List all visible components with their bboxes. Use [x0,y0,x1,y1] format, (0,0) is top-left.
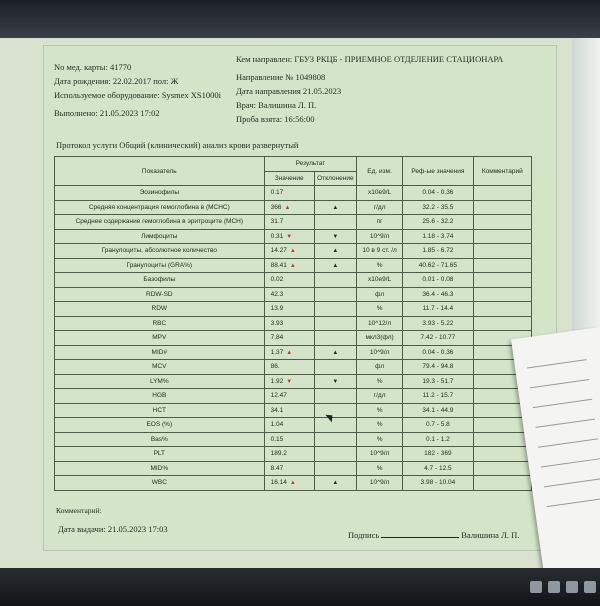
paper-line [533,399,593,408]
deviation-icon: ▲ [332,262,339,269]
table-row [55,258,532,273]
comment-cell [473,432,531,447]
result-value [264,345,314,360]
table-row [55,360,532,375]
deviation-icon: ▲ [332,248,339,255]
reference-cell: 3.98 - 10.04 [403,476,474,491]
unit-cell: x10e9/L [357,273,403,288]
value-number: 12.47 [270,392,287,400]
referral-info [236,54,546,128]
result-value [264,287,314,302]
deviation-icon: ▲ [332,480,339,487]
deviation-cell [314,461,356,476]
deviation-cell [314,374,356,389]
paper-line [527,359,587,368]
reference-cell: 11.2 - 15.7 [403,389,474,404]
value-number: 7.84 [270,334,284,342]
value-number: 1.37 [270,348,284,356]
value-number: 16.14 [270,479,287,487]
reference-cell: 0.04 - 0.36 [403,186,474,201]
paper-line [544,478,600,487]
result-value [264,215,314,230]
indicator-name: Средняя концентрация гемоглобина в (MCHC) [55,200,265,215]
deviation-cell [314,302,356,317]
table-row [55,215,532,230]
reference-cell: 4.7 - 12.5 [403,461,474,476]
unit-cell: фл [357,360,403,375]
table-row [55,389,532,404]
done-date: Выполнено: 21.05.2023 17:02 [54,108,160,118]
deviation-cell [314,403,356,418]
deviation-icon: ▲ [332,349,339,356]
indicator-name: RDW [55,302,265,317]
unit-cell: 10^9/л [357,229,403,244]
tray-icon[interactable] [548,581,560,593]
paper-line [530,379,590,388]
results-body [55,186,532,491]
indicator-name: HGB [55,389,265,404]
deviation-cell [314,200,356,215]
indicator-name: LYM% [55,374,265,389]
tray-icon[interactable] [584,581,596,593]
deviation-cell [314,389,356,404]
doctor: Врач: Валишина Л. П. [236,100,317,110]
table-row [55,287,532,302]
value-number: 0.15 [270,435,284,443]
deviation-cell [314,360,356,375]
value-number: 3.93 [270,319,284,327]
value-number: 366 [270,203,282,211]
value-number: 0.17 [270,189,284,197]
paper-line [541,458,600,467]
deviation-icon: ▲ [332,204,339,211]
system-tray [446,576,596,598]
reference-cell: 40.62 - 71.65 [403,258,474,273]
value-number: 14.27 [270,247,287,255]
protocol-title: Протокол услуги Общий (клинический) анализ крови развернутый [56,140,299,150]
indicator-name: MID% [55,461,265,476]
table-row [55,302,532,317]
comment-cell [473,186,531,201]
lab-report-document [44,46,556,550]
reference-cell: 7.42 - 10.77 [403,331,474,346]
monitor-bezel-top [0,0,600,38]
table-row [55,244,532,259]
paper-line [535,419,595,428]
deviation-cell [314,258,356,273]
unit-cell: 10^12/л [357,316,403,331]
unit-cell: мкл3(фл) [357,331,403,346]
value-number: 86. [270,363,280,371]
indicator-name: MPV [55,331,265,346]
value-number: 42.3 [270,290,284,298]
flag-icon: ▲ [289,248,296,255]
indicator-name: RBC [55,316,265,331]
result-value [264,432,314,447]
deviation-cell [314,345,356,360]
indicator-name: Гранулоциты (GRA%) [55,258,265,273]
comment-cell [473,244,531,259]
comment-cell [473,316,531,331]
header-comment: Комментарий [473,157,531,186]
table-row [55,200,532,215]
reference-cell: 19.3 - 51.7 [403,374,474,389]
result-value [264,186,314,201]
results-table [54,156,532,491]
table-row [55,476,532,491]
unit-cell: % [357,432,403,447]
reference-cell: 3.93 - 5.22 [403,316,474,331]
comment-cell [473,461,531,476]
indicator-name: Эозинофилы [55,186,265,201]
direction-number: Направление № 1049808 [236,72,326,82]
signature-name: Валишина Л. П. [461,530,520,540]
unit-cell: 10 в 9 ст. /л [357,244,403,259]
header-ref: Реф-ые значения [403,157,474,186]
comment-cell [473,258,531,273]
unit-cell: 10^9/л [357,345,403,360]
value-number: 88.41 [270,261,287,269]
indicator-name: Bas% [55,432,265,447]
value-number: 31.7 [270,218,284,226]
signature-label: Подпись [348,530,380,540]
flag-icon: ▲ [284,204,291,211]
unit-cell: фл [357,287,403,302]
table-row [55,374,532,389]
paper-line [547,498,600,507]
reference-cell: 32.2 - 35.5 [403,200,474,215]
result-value [264,360,314,375]
result-value [264,403,314,418]
indicator-name: PLT [55,447,265,462]
comment-label: Комментарий: [56,506,102,515]
result-value [264,447,314,462]
value-number: 1.92 [270,377,284,385]
result-value [264,331,314,346]
comment-cell [473,215,531,230]
flag-icon: ▲ [289,480,296,487]
indicator-name: Гранулоциты, абсолютное количество [55,244,265,259]
value-number: 8.47 [270,464,284,472]
indicator-name: MCV [55,360,265,375]
deviation-cell [314,447,356,462]
reference-cell: 182 - 369 [403,447,474,462]
unit-cell: г/дл [357,200,403,215]
result-value [264,229,314,244]
deviation-cell [314,331,356,346]
comment-cell [473,229,531,244]
flag-icon: ▲ [289,262,296,269]
result-value [264,258,314,273]
table-row [55,229,532,244]
flag-icon: ▼ [286,378,293,385]
header-deviation: Отклонение [314,171,356,186]
result-value [264,273,314,288]
unit-cell: % [357,374,403,389]
unit-cell: г/дл [357,389,403,404]
reference-cell: 36.4 - 46.3 [403,287,474,302]
table-row [55,345,532,360]
tray-icon[interactable] [566,581,578,593]
reference-cell: 0.01 - 0.08 [403,273,474,288]
flag-icon: ▼ [286,233,293,240]
value-number: 1.04 [270,421,284,429]
deviation-cell [314,244,356,259]
unit-cell: x10e9/L [357,186,403,201]
deviation-cell [314,215,356,230]
tray-icon[interactable] [530,581,542,593]
issued-date: Дата выдачи: 21.05.2023 17:03 [58,524,168,534]
deviation-cell [314,476,356,491]
value-number: 0.31 [270,232,284,240]
reference-cell: 11.7 - 14.4 [403,302,474,317]
comment-cell [473,447,531,462]
value-number: 34.1 [270,406,284,414]
direction-date: Дата направления 21.05.2023 [236,86,342,96]
deviation-cell [314,273,356,288]
unit-cell: % [357,461,403,476]
deviation-icon: ▼ [332,233,339,240]
reference-cell: 0.7 - 5.8 [403,418,474,433]
indicator-name: Базофилы [55,273,265,288]
table-row [55,316,532,331]
value-number: 0.02 [270,276,284,284]
indicator-name: HCT [55,403,265,418]
result-value [264,302,314,317]
referrer: Кем направлен: ГБУЗ РКЦБ - ПРИЕМНОЕ ОТДЕЛЕНИЕ СТАЦИОНАРА [236,54,504,64]
unit-cell: % [357,302,403,317]
header-result: Результат [264,157,357,172]
birth-date: Дата рождения: 22.02.2017 пол: Ж [54,76,179,86]
indicator-name: Среднее содержание гемоглобина в эритроците (MCH) [55,215,265,230]
header-indicator: Показатель [55,157,265,186]
reference-cell: 0.1 - 1.2 [403,432,474,447]
deviation-cell [314,432,356,447]
flag-icon: ▲ [286,349,293,356]
reference-cell: 25.6 - 32.2 [403,215,474,230]
result-value [264,476,314,491]
comment-cell [473,200,531,215]
indicator-name: WBC [55,476,265,491]
card-number: No мед. карты: 41770 [54,62,132,72]
result-value [264,461,314,476]
reference-cell: 79.4 - 94.8 [403,360,474,375]
value-number: 13.9 [270,305,284,313]
result-value [264,200,314,215]
indicator-name: Лимфоциты [55,229,265,244]
result-value [264,316,314,331]
deviation-cell [314,418,356,433]
comment-cell [473,476,531,491]
unit-cell: пг [357,215,403,230]
unit-cell: % [357,258,403,273]
table-row [55,273,532,288]
equipment: Используемое оборудование: Sysmex XS1000i [54,90,221,100]
comment-cell [473,302,531,317]
comment-cell [473,287,531,302]
header-unit: Ед. изм. [357,157,403,186]
unit-cell: 10^9/л [357,447,403,462]
reference-cell: 1.85 - 6.72 [403,244,474,259]
table-row [55,186,532,201]
table-row [55,461,532,476]
result-value [264,389,314,404]
result-value [264,244,314,259]
comment-cell [473,273,531,288]
indicator-name: EOS (%) [55,418,265,433]
indicator-name: RDW-SD [55,287,265,302]
header-value: Значение [264,171,314,186]
table-row [55,432,532,447]
reference-cell: 0.04 - 0.36 [403,345,474,360]
sample-time: Проба взята: 16:56:00 [236,114,315,124]
result-value [264,418,314,433]
reference-cell: 1.18 - 3.74 [403,229,474,244]
deviation-cell [314,229,356,244]
deviation-icon: ▼ [332,378,339,385]
signature-block [348,530,519,540]
value-number: 189.2 [270,450,287,458]
patient-info [54,62,234,122]
paper-line [538,438,598,447]
deviation-cell [314,186,356,201]
unit-cell: % [357,418,403,433]
result-value [264,374,314,389]
table-row [55,331,532,346]
unit-cell: % [357,403,403,418]
indicator-name: MID# [55,345,265,360]
unit-cell: 10^9/л [357,476,403,491]
table-row [55,447,532,462]
deviation-cell [314,316,356,331]
deviation-cell [314,287,356,302]
reference-cell: 34.1 - 44.9 [403,403,474,418]
table-row [55,418,532,433]
table-row [55,403,532,418]
signature-line [381,537,459,538]
